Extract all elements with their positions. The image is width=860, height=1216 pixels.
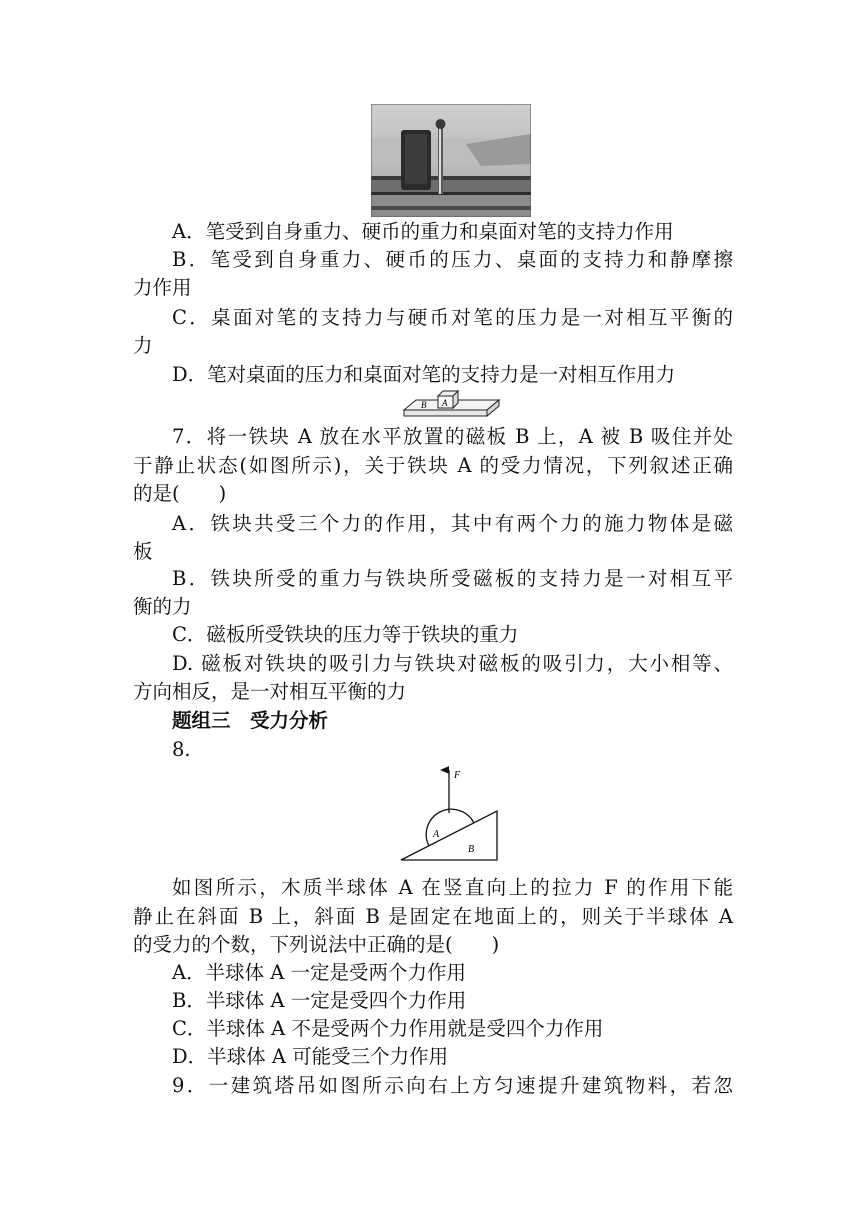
q8-option-d: D．半球体 A 可能受三个力作用 [172, 1045, 449, 1068]
hemisphere-incline-figure [398, 762, 502, 864]
q6-option-d: D．笔对桌面的压力和桌面对笔的支持力是一对相互作用力 [172, 363, 676, 386]
q9-stem-1: 9．一建筑塔吊如图所示向右上方匀速提升建筑物料，若忽 [172, 1074, 733, 1097]
q6-option-b-cont: 力作用 [133, 276, 192, 299]
q7-option-b-cont: 衡的力 [133, 595, 192, 618]
q8-option-c: C．半球体 A 不是受两个力作用就是受四个力作用 [172, 1017, 604, 1040]
q8-stem-3: 的受力的个数，下列说法中正确的是( ) [133, 933, 500, 956]
q6-option-a: A．笔受到自身重力、硬币的重力和桌面对笔的支持力作用 [172, 220, 674, 243]
q6-option-c: C．桌面对笔的支持力与硬币对笔的压力是一对相互平衡的 [172, 306, 733, 329]
force-f-label: F [454, 770, 461, 781]
hemisphere-a-label: A [433, 829, 440, 840]
q7-stem-1: 7．将一铁块 A 放在水平放置的磁板 B 上，A 被 B 吸住并处 [172, 425, 733, 448]
q7-option-d-cont: 方向相反，是一对相互平衡的力 [133, 680, 407, 703]
q8-stem-2: 静止在斜面 B 上，斜面 B 是固定在地面上的，则关于半球体 A [133, 905, 733, 928]
block-a-label: A [442, 398, 448, 408]
q7-stem-2: 于静止状态(如图所示)，关于铁块 A 的受力情况，下列叙述正确 [133, 454, 733, 477]
q7-stem-3: 的是( ) [133, 482, 227, 505]
q7-option-d: D. 磁板对铁块的吸引力与铁块对磁板的吸引力，大小相等、 [172, 652, 733, 675]
pen-coin-photo [371, 104, 531, 217]
q6-option-c-cont: 力 [133, 334, 153, 357]
q7-option-a-cont: 板 [133, 540, 153, 563]
q8-number: 8. [172, 738, 191, 761]
incline-b-label: B [468, 844, 475, 855]
q7-option-b: B．铁块所受的重力与铁块所受磁板的支持力是一对相互平 [172, 567, 733, 590]
section-heading: 题组三 受力分析 [172, 709, 329, 732]
q8-stem-1: 如图所示，木质半球体 A 在竖直向上的拉力 F 的作用下能 [172, 876, 733, 899]
plate-b-label: B [421, 400, 427, 410]
iron-block-figure [402, 386, 502, 420]
q8-option-b: B．半球体 A 一定是受四个力作用 [172, 989, 467, 1012]
q6-option-b: B．笔受到自身重力、硬币的压力、桌面的支持力和静摩擦 [172, 248, 733, 271]
q7-option-c: C．磁板所受铁块的压力等于铁块的重力 [172, 623, 519, 646]
q7-option-a: A．铁块共受三个力的作用，其中有两个力的施力物体是磁 [172, 512, 733, 535]
q8-option-a: A．半球体 A 一定是受两个力作用 [172, 961, 467, 984]
